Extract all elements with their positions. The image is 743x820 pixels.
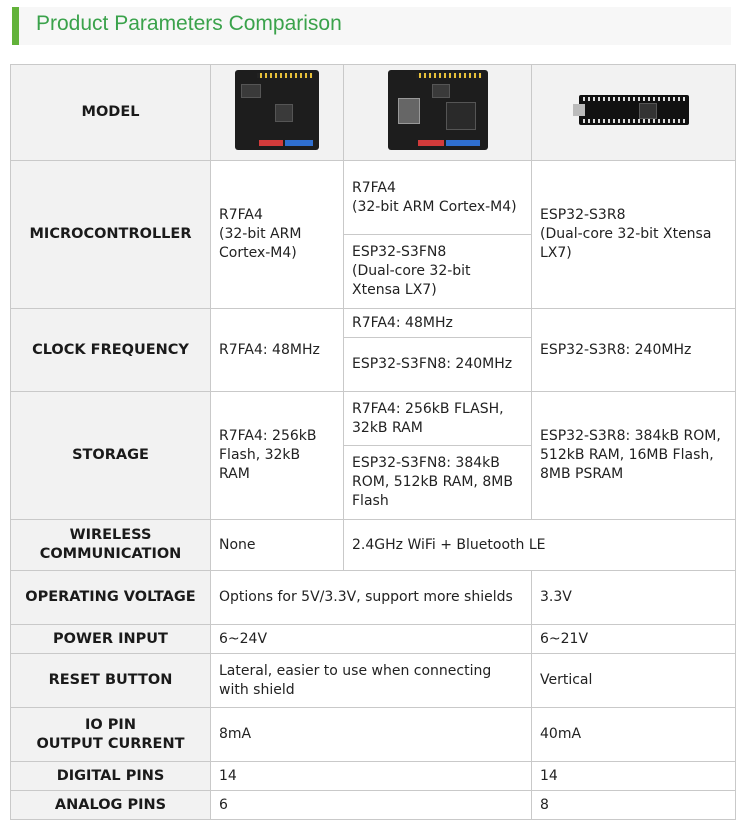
row-label: WIRELESS COMMUNICATION bbox=[11, 520, 211, 571]
table-row bbox=[11, 161, 736, 235]
table-cell: 14 bbox=[532, 762, 736, 791]
row-label: IO PIN OUTPUT CURRENT bbox=[11, 708, 211, 762]
table-cell: ESP32-S3FN8: 384kB ROM, 512kB RAM, 8MB Flash bbox=[344, 446, 532, 520]
table-cell: ESP32-S3FN8: 240MHz bbox=[344, 338, 532, 392]
section-title: Product Parameters Comparison bbox=[36, 12, 342, 35]
table-cell: 6~24V bbox=[211, 625, 532, 654]
row-label: RESET BUTTON bbox=[11, 654, 211, 708]
table-row bbox=[11, 309, 736, 338]
table-row bbox=[11, 791, 736, 820]
row-label: MICROCONTROLLER bbox=[11, 161, 211, 309]
table-cell: 2.4GHz WiFi + Bluetooth LE bbox=[344, 520, 736, 571]
table-row bbox=[11, 392, 736, 446]
table-cell: R7FA4: 256kB FLASH, 32kB RAM bbox=[344, 392, 532, 446]
section-header bbox=[12, 7, 731, 45]
table-cell: R7FA4 (32-bit ARM Cortex-M4) bbox=[344, 161, 532, 235]
table-row bbox=[11, 708, 736, 762]
table-cell: ESP32-S3R8: 240MHz bbox=[532, 309, 736, 392]
table-cell: 8mA bbox=[211, 708, 532, 762]
table-cell: 3.3V bbox=[532, 571, 736, 625]
table-cell: Vertical bbox=[532, 654, 736, 708]
table-cell: 40mA bbox=[532, 708, 736, 762]
table-cell: R7FA4: 256kB Flash, 32kB RAM bbox=[211, 392, 344, 520]
table-cell: None bbox=[211, 520, 344, 571]
table-cell: 8 bbox=[532, 791, 736, 820]
comparison-table bbox=[10, 64, 736, 820]
table-row bbox=[11, 625, 736, 654]
table-cell: R7FA4: 48MHz bbox=[344, 309, 532, 338]
table-cell: 14 bbox=[211, 762, 532, 791]
product-image-uno-r4-wifi bbox=[344, 65, 532, 161]
table-cell: 6 bbox=[211, 791, 532, 820]
row-label: CLOCK FREQUENCY bbox=[11, 309, 211, 392]
row-label: OPERATING VOLTAGE bbox=[11, 571, 211, 625]
row-label: DIGITAL PINS bbox=[11, 762, 211, 791]
table-cell: ESP32-S3FN8 (Dual-core 32-bit Xtensa LX7) bbox=[344, 235, 532, 309]
table-cell: R7FA4: 48MHz bbox=[211, 309, 344, 392]
row-label: STORAGE bbox=[11, 392, 211, 520]
table-cell: Options for 5V/3.3V, support more shields bbox=[211, 571, 532, 625]
row-label: MODEL bbox=[11, 65, 211, 161]
table-cell: ESP32-S3R8 (Dual-core 32-bit Xtensa LX7) bbox=[532, 161, 736, 309]
table-row bbox=[11, 520, 736, 571]
table-cell: Lateral, easier to use when connecting with shield bbox=[211, 654, 532, 708]
product-image-nano-esp32 bbox=[532, 65, 736, 161]
table-row bbox=[11, 571, 736, 625]
table-row bbox=[11, 762, 736, 791]
row-label: ANALOG PINS bbox=[11, 791, 211, 820]
table-cell: 6~21V bbox=[532, 625, 736, 654]
table-cell: R7FA4 (32-bit ARM Cortex-M4) bbox=[211, 161, 344, 309]
row-label: POWER INPUT bbox=[11, 625, 211, 654]
table-row bbox=[11, 654, 736, 708]
accent-bar bbox=[12, 7, 19, 45]
model-row bbox=[11, 65, 736, 161]
table-cell: ESP32-S3R8: 384kB ROM, 512kB RAM, 16MB Flash, 8MB PSRAM bbox=[532, 392, 736, 520]
product-image-uno-r4 bbox=[211, 65, 344, 161]
